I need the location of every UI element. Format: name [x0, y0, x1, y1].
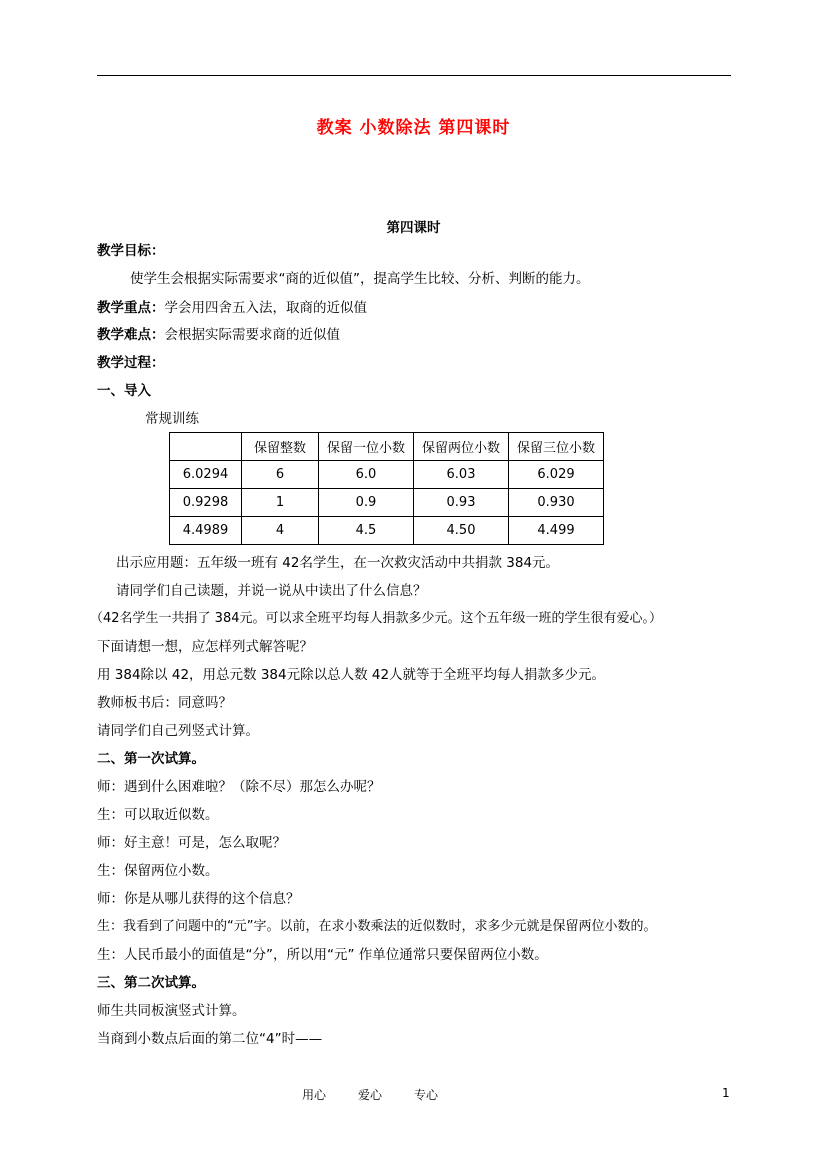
dialogue-line: 生：保留两位小数。 — [97, 863, 219, 879]
table-cell: 4.499 — [509, 517, 604, 545]
dialogue-line: 师：你是从哪儿获得的这个信息？ — [97, 891, 300, 907]
table-cell: 6.029 — [509, 461, 604, 489]
table-cell: 6.03 — [414, 461, 509, 489]
key-points-text: 学会用四舍五入法，取商的近似值 — [164, 300, 367, 316]
table-header-cell: 保留两位小数 — [414, 433, 509, 461]
table-header-cell: 保留整数 — [242, 433, 319, 461]
table-row — [170, 461, 604, 489]
key-points-label: 教学重点： — [97, 300, 165, 316]
goals-label: 教学目标： — [97, 243, 165, 259]
rounding-table — [169, 432, 604, 545]
document-title: 教案 小数除法 第四课时 — [316, 118, 511, 138]
table-cell: 6.0 — [319, 461, 414, 489]
problem-statement: 出示应用题：五年级一班有 42名学生，在一次救灾活动中共捐款 384元。 — [116, 555, 560, 571]
table-header-cell: 保留三位小数 — [509, 433, 604, 461]
footer-word: 用心 — [302, 1088, 327, 1102]
table-cell: 6.0294 — [170, 461, 242, 489]
section3-heading: 三、第二次试算。 — [97, 975, 205, 991]
goals-text: 使学生会根据实际需要求“商的近似值”，提高学生比较、分析、判断的能力。 — [130, 271, 590, 287]
table-header-cell: 保留一位小数 — [319, 433, 414, 461]
board-note: 教师板书后：同意吗？ — [97, 695, 232, 711]
information-answer: （42名学生一共捐了 384元。可以求全班平均每人捐款多少元。这个五年级一班的学生很有爱心。） — [90, 611, 662, 626]
dialogue-line: 生：人民币最小的面值是“分”，所以用“元” 作单位通常只要保留两位小数。 — [97, 947, 548, 963]
table-cell: 4 — [242, 517, 319, 545]
table-cell: 0.930 — [509, 489, 604, 517]
read-problem-prompt: 请同学们自己读题，并说一说从中读出了什么信息？ — [116, 583, 427, 599]
table-cell: 6 — [242, 461, 319, 489]
footer-slogan — [302, 1086, 470, 1103]
section1-heading: 一、导入 — [97, 383, 151, 399]
table-row — [170, 489, 604, 517]
think-prompt: 下面请想一想，应怎样列式解答呢？ — [97, 639, 313, 655]
dialogue-line: 当商到小数点后面的第二位“4”时—— — [97, 1031, 323, 1047]
table-cell: 4.50 — [414, 517, 509, 545]
footer-word: 爱心 — [358, 1088, 383, 1102]
difficulties-text: 会根据实际需要求商的近似值 — [164, 327, 340, 343]
header-rule — [97, 75, 731, 76]
page-number: 1 — [722, 1086, 730, 1100]
dialogue-line: 师：遇到什么困难啦？（除不尽）那怎么办呢？ — [97, 779, 381, 795]
dialogue-line: 师生共同板演竖式计算。 — [97, 1003, 246, 1019]
table-cell: 0.9298 — [170, 489, 242, 517]
key-points — [97, 299, 367, 317]
table-header-row — [170, 433, 604, 461]
difficulties-label: 教学难点： — [97, 327, 165, 343]
lesson-heading: 第四课时 — [386, 220, 441, 236]
table-header-cell — [170, 433, 242, 461]
table-row — [170, 517, 604, 545]
footer-word: 专心 — [414, 1088, 439, 1102]
compute-prompt: 请同学们自己列竖式计算。 — [97, 723, 259, 739]
process-label: 教学过程： — [97, 355, 165, 371]
table-cell: 0.93 — [414, 489, 509, 517]
table-cell: 1 — [242, 489, 319, 517]
table-cell: 4.5 — [319, 517, 414, 545]
table-cell: 0.9 — [319, 489, 414, 517]
difficulties — [97, 326, 340, 344]
table-cell: 4.4989 — [170, 517, 242, 545]
section2-heading: 二、第一次试算。 — [97, 751, 205, 767]
practice-label: 常规训练 — [145, 411, 199, 427]
dialogue-line: 师：好主意！可是，怎么取呢？ — [97, 835, 286, 851]
division-explanation: 用 384除以 42，用总元数 384元除以总人数 42人就等于全班平均每人捐款多少元。 — [97, 667, 606, 683]
dialogue-line: 生：可以取近似数。 — [97, 807, 219, 823]
dialogue-line: 生：我看到了问题中的“元”字。以前，在求小数乘法的近似数时，求多少元就是保留两位小数的。 — [97, 919, 657, 934]
